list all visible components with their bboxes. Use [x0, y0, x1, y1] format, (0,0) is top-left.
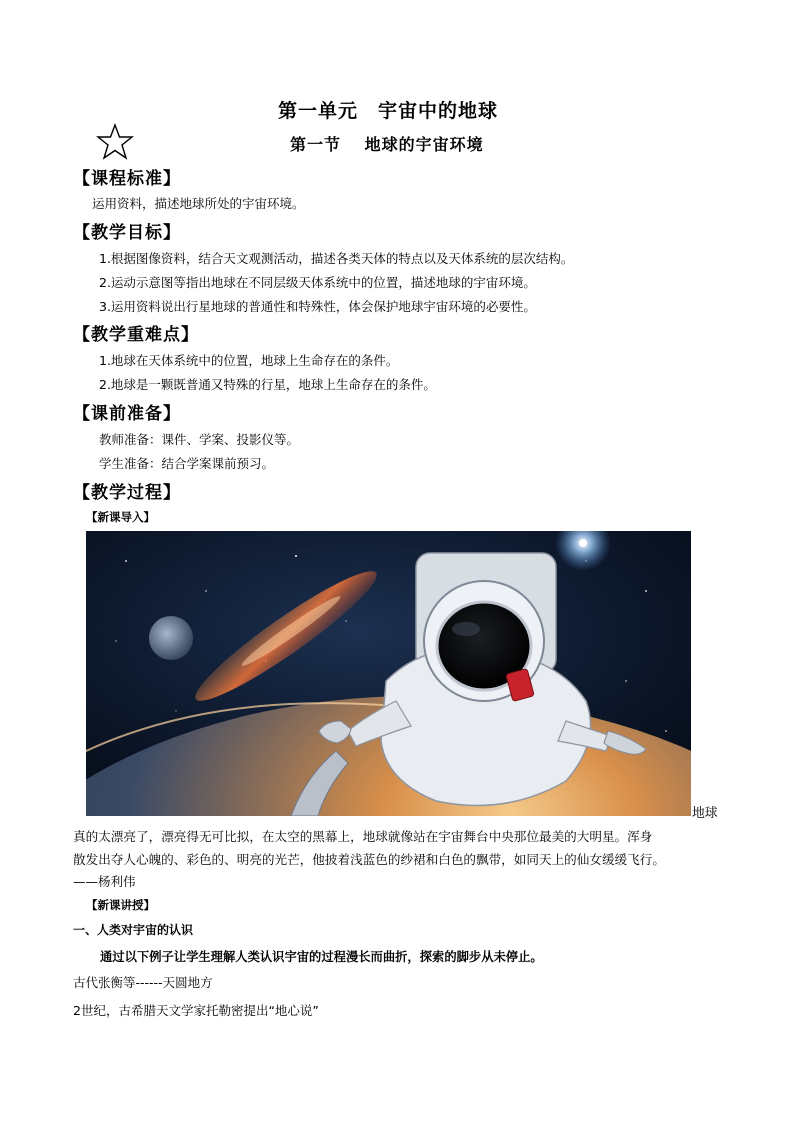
- quote-line: 散发出夺人心魄的、彩色的、明亮的光芒，他披着浅蓝色的纱裙和白色的飘带，如同天上的仙女缓缓飞行。: [73, 852, 665, 867]
- heading-standard: 【课程标准】: [73, 169, 181, 189]
- goal-item: 2.运动示意图等指出地球在不同层级天体系统中的位置，描述地球的宇宙环境。: [99, 275, 536, 290]
- goal-item: 3.运用资料说出行星地球的普通性和特殊性，体会保护地球宇宙环境的必要性。: [99, 299, 536, 314]
- heading-key-points: 【教学重难点】: [73, 325, 199, 345]
- lecture-label: 【新课讲授】: [86, 898, 155, 912]
- history-item: 古代张衡等------天圆地方: [73, 975, 213, 990]
- unit-title: 第一单元 宇宙中的地球: [278, 100, 499, 122]
- part1-heading: 一、人类对宇宙的认识: [73, 923, 194, 937]
- key-point-item: 1.地球在天体系统中的位置，地球上生命存在的条件。: [99, 353, 399, 368]
- standard-text: 运用资料，描述地球所处的宇宙环境。: [92, 196, 305, 211]
- heading-process: 【教学过程】: [73, 483, 181, 503]
- quote-author: ——杨利伟: [73, 874, 136, 889]
- section-title: 第一节 地球的宇宙环境: [290, 135, 484, 154]
- quote-start: 地球: [692, 806, 718, 821]
- part1-lead: 通过以下例子让学生理解人类认识宇宙的过程漫长而曲折，探索的脚步从未停止。: [100, 950, 543, 964]
- quote-line: 真的太漂亮了，漂亮得无可比拟，在太空的黑幕上，地球就像站在宇宙舞台中央那位最美的大明星。浑身: [73, 829, 653, 844]
- heading-goals: 【教学目标】: [73, 223, 181, 243]
- intro-label: 【新课导入】: [86, 510, 155, 524]
- goal-item: 1.根据图像资料，结合天文观测活动，描述各类天体的特点以及天体系统的层次结构。: [99, 251, 574, 266]
- key-point-item: 2.地球是一颗既普通又特殊的行星，地球上生命存在的条件。: [99, 377, 436, 392]
- heading-preparation: 【课前准备】: [73, 404, 181, 424]
- prep-item: 学生准备：结合学案课前预习。: [99, 456, 275, 471]
- astronaut-space-image: [86, 531, 691, 816]
- history-item: 2世纪，古希腊天文学家托勒密提出“地心说”: [73, 1003, 319, 1018]
- prep-item: 教师准备：课件、学案、投影仪等。: [99, 432, 300, 447]
- star-outline-icon: [96, 123, 134, 165]
